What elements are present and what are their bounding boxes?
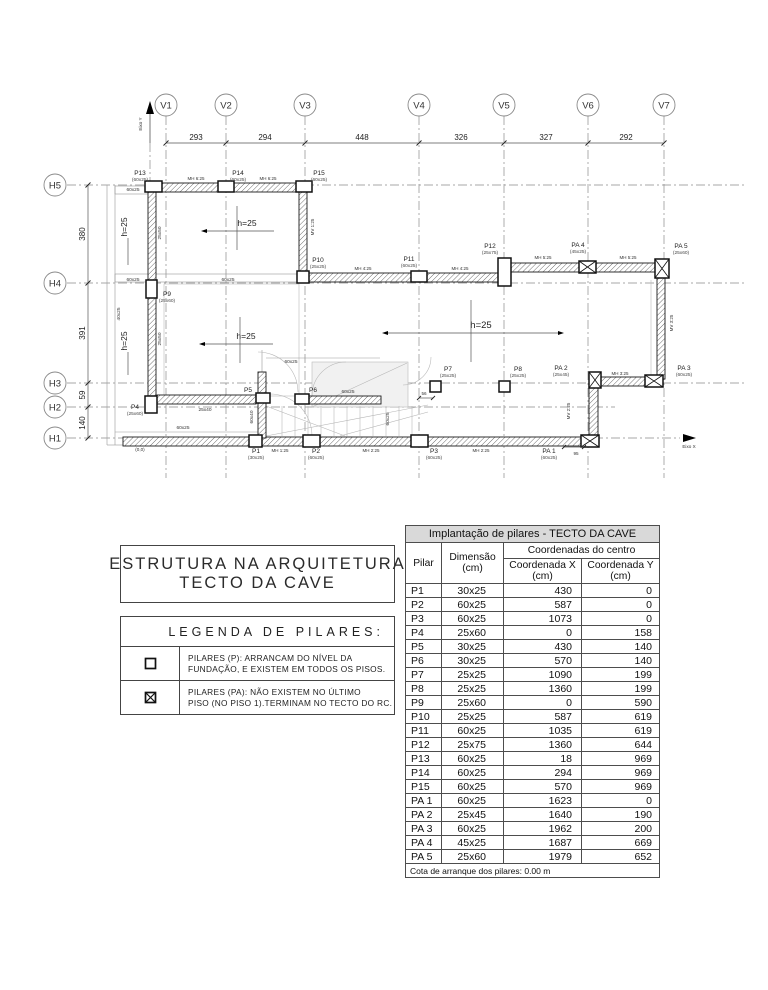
table-cell: 590 [582, 696, 660, 710]
table-cell: 199 [582, 668, 660, 682]
legend-item-p [121, 646, 394, 680]
table-cell: 25x45 [442, 808, 504, 822]
dim-p14: (60x25) [229, 178, 247, 183]
dim-pa3: (60x25) [675, 373, 693, 378]
table-row [406, 626, 660, 640]
tag-60x25-2: 60x25 [126, 278, 140, 283]
label-pa2: PA 2 [554, 365, 568, 372]
table-cell: PA 3 [406, 822, 442, 836]
table-row [406, 780, 660, 794]
label-pa5: PA 5 [674, 243, 688, 250]
table-cell: 587 [504, 598, 582, 612]
span-dim-5: 327 [539, 133, 553, 142]
table-cell: 1979 [504, 850, 582, 864]
table-cell: 0 [582, 584, 660, 598]
dim-p10: (25x25) [309, 265, 327, 270]
tag-25x40: 25x40 [198, 408, 212, 413]
table-cell: 25x60 [442, 696, 504, 710]
label-p2: P2 [312, 448, 320, 455]
pillar-block-p4 [145, 396, 157, 413]
table-cell: 969 [582, 766, 660, 780]
col-header-dimensao-label: Dimensão [449, 552, 496, 563]
table-cell: 570 [504, 654, 582, 668]
beam-mh5-b: MH 5:25 [619, 255, 637, 260]
table-cell: 25x60 [442, 850, 504, 864]
pillar-block-p12 [498, 258, 511, 286]
dim-p2: (60x25) [307, 456, 325, 461]
table-cell: 140 [582, 640, 660, 654]
height-dim-2: 391 [78, 326, 87, 340]
axis-v2: V2 [220, 100, 232, 112]
axis-v1: V1 [160, 100, 172, 112]
axis-v7: V7 [658, 100, 670, 112]
table-row [406, 850, 660, 864]
pillar-block-p7 [430, 381, 441, 392]
col-header-dimensao-unit: (cm) [462, 563, 483, 574]
table-row [406, 612, 660, 626]
table-row [406, 808, 660, 822]
beam-mh2-b: MH 2:25 [472, 448, 490, 453]
beam-mh4-b: MH 4:25 [451, 266, 469, 271]
table-row [406, 836, 660, 850]
table-cell: 0 [504, 696, 582, 710]
dim-p13: (60x25) [131, 178, 149, 183]
col-header-x [504, 559, 582, 584]
axis-v3: V3 [299, 100, 311, 112]
tag-25x50-b: 25x50 [158, 332, 163, 346]
table-row [406, 598, 660, 612]
col-header-x-label: Coordenada X [509, 560, 576, 571]
legend-p-line1: PILARES (P): ARRANCAM DO NÍVEL DA [188, 652, 353, 663]
label-p12: P12 [484, 243, 496, 250]
drawing-title-line2: TECTO DA CAVE [179, 574, 336, 592]
table-cell: 430 [504, 640, 582, 654]
beam-mh5-a: MH 5:25 [534, 255, 552, 260]
label-p14: P14 [232, 170, 244, 177]
level-note-3: h=25 [119, 331, 129, 351]
label-pa3: PA 3 [677, 365, 691, 372]
table-title-row [406, 526, 660, 543]
label-p10: P10 [312, 257, 324, 264]
table-title: Implantação de pilares - TECTO DA CAVE [406, 526, 660, 543]
axis-x-label: Eixo X [682, 444, 696, 449]
table-cell: 1360 [504, 682, 582, 696]
table-cell: 1073 [504, 612, 582, 626]
tag-40x25: 40x25 [117, 307, 122, 321]
table-cell: 60x25 [442, 766, 504, 780]
dim-pa2: (25x45) [552, 373, 570, 378]
legend-item-pa [121, 680, 394, 714]
table-cell: PA 5 [406, 850, 442, 864]
tag-60x25-3: 60x25 [221, 278, 235, 283]
pillar-block-p9 [146, 280, 157, 298]
span-dim-4: 326 [454, 133, 468, 142]
table-cell: 969 [582, 752, 660, 766]
table-cell: 1962 [504, 822, 582, 836]
table-row [406, 738, 660, 752]
tag-60x25-4: 60x25 [284, 360, 298, 365]
label-pa1: PA 1 [542, 448, 556, 455]
dim-p11: (60x25) [400, 264, 418, 269]
span-dim-1: 293 [189, 133, 203, 142]
dim-95: 95 [573, 451, 579, 456]
table-footer-row [406, 864, 660, 878]
table-cell: 1640 [504, 808, 582, 822]
table-cell: 969 [582, 780, 660, 794]
col-header-y [582, 559, 660, 584]
table-cell: P6 [406, 654, 442, 668]
legend-p-line2: FUNDAÇÃO, E EXISTEM EM TODOS OS PISOS. [188, 663, 386, 674]
pillar-block-p15 [296, 181, 312, 192]
table-footer-note: Cota de arranque dos pilares: 0.00 m [406, 864, 660, 878]
tag-60x25-7: 60x25 [386, 412, 391, 426]
table-cell: 60x25 [442, 724, 504, 738]
beam-mh3: MH 3:25 [611, 371, 629, 376]
table-cell: P13 [406, 752, 442, 766]
table-cell: 430 [504, 584, 582, 598]
table-cell: P4 [406, 626, 442, 640]
height-dim-4: 140 [78, 416, 87, 430]
beam-mv2: MV 2:25 [566, 402, 571, 420]
table-cell: PA 1 [406, 794, 442, 808]
label-p1: P1 [252, 448, 260, 455]
table-cell: P5 [406, 640, 442, 654]
axis-v4: V4 [413, 100, 425, 112]
dim-56: 56 [421, 391, 427, 396]
beam-mh6-a: MH 6:25 [187, 176, 205, 181]
tag-60x25-6: 60x25 [176, 426, 190, 431]
beam-mh6-b: MH 6:25 [259, 176, 277, 181]
legend-title: LEGENDA DE PILARES: [168, 624, 384, 639]
table-cell: 60x25 [442, 598, 504, 612]
dim-p15: (60x25) [310, 178, 328, 183]
table-cell: P14 [406, 766, 442, 780]
col-header-y-unit: (cm) [610, 571, 631, 582]
table-row [406, 668, 660, 682]
table-cell: 60x25 [442, 780, 504, 794]
dim-p7: (25x25) [439, 374, 457, 379]
group-header-coords: Coordenadas do centro [504, 543, 660, 559]
table-row [406, 696, 660, 710]
pillar-block-p8 [499, 381, 510, 392]
tag-25x50-a: 25x50 [158, 226, 163, 240]
table-cell: P7 [406, 668, 442, 682]
tag-60x25-1: 60x25 [126, 188, 140, 193]
table-cell: 1687 [504, 836, 582, 850]
beam-mh4-a: MH 4:25 [354, 266, 372, 271]
table-cell: 644 [582, 738, 660, 752]
table-cell: 0 [582, 612, 660, 626]
label-p5: P5 [244, 387, 252, 394]
axis-h4: H4 [48, 278, 62, 290]
square-icon [144, 657, 157, 670]
pillar-block-pa4 [579, 261, 596, 273]
table-cell: P10 [406, 710, 442, 724]
pillar-labels [126, 170, 696, 461]
axis-v6: V6 [582, 100, 594, 112]
axis-v5: V5 [498, 100, 510, 112]
span-dim-2: 294 [258, 133, 272, 142]
label-p8: P8 [514, 366, 522, 373]
table-cell: P12 [406, 738, 442, 752]
table-row [406, 710, 660, 724]
span-dim-6: 292 [619, 133, 633, 142]
table-cell: 1090 [504, 668, 582, 682]
table-cell: PA 4 [406, 836, 442, 850]
label-p3: P3 [430, 448, 438, 455]
table-cell: P11 [406, 724, 442, 738]
table-cell: PA 2 [406, 808, 442, 822]
pillar-block-pa3 [645, 375, 663, 387]
dim-pa1: (60x25) [540, 456, 558, 461]
label-pa4: PA 4 [571, 242, 585, 249]
table-cell: 1360 [504, 738, 582, 752]
legend-item-pa-text [180, 681, 394, 714]
pillar-table-body [406, 584, 660, 864]
table-row [406, 640, 660, 654]
label-p13: P13 [134, 170, 146, 177]
axis-h5: H5 [48, 180, 62, 192]
pillar-block-pa5 [655, 259, 669, 278]
pillar-block-p2 [303, 435, 320, 447]
label-p15: P15 [313, 170, 325, 177]
table-cell: 294 [504, 766, 582, 780]
legend-pa-line1: PILARES (PA): NÃO EXISTEM NO ÚLTIMO [188, 686, 361, 697]
pillar-block-p10 [297, 271, 309, 283]
table-cell: 25x60 [442, 626, 504, 640]
dim-p9: (25x60) [158, 299, 176, 304]
dim-pa4: (45x25) [569, 250, 587, 255]
table-cell: 669 [582, 836, 660, 850]
axis-y-label: Eixo Y [138, 117, 143, 131]
pillar-block-pa2 [589, 372, 601, 388]
table-row [406, 724, 660, 738]
level-note-2: h=25 [237, 218, 257, 228]
table-cell: 1035 [504, 724, 582, 738]
col-header-pilar: Pilar [406, 543, 442, 584]
table-cell: 652 [582, 850, 660, 864]
table-row [406, 752, 660, 766]
beam-mh2-a: MH 2:25 [362, 448, 380, 453]
table-cell: 25x25 [442, 668, 504, 682]
col-header-x-unit: (cm) [532, 571, 553, 582]
level-note-4: h=25 [236, 331, 256, 341]
table-group-header-row [406, 543, 660, 559]
pillar-block-p1 [249, 435, 262, 447]
table-cell: 0 [582, 794, 660, 808]
beam-mv3: MV 3:25 [669, 314, 674, 332]
table-cell: P9 [406, 696, 442, 710]
table-row [406, 584, 660, 598]
table-cell: 619 [582, 710, 660, 724]
dim-p1: (30x25) [247, 456, 265, 461]
label-p6: P6 [309, 387, 317, 394]
span-dim-3: 448 [355, 133, 369, 142]
height-dim-1: 380 [78, 227, 87, 241]
table-cell: 619 [582, 724, 660, 738]
table-cell: 60x25 [442, 822, 504, 836]
level-note-1: h=25 [119, 217, 129, 237]
table-cell: 18 [504, 752, 582, 766]
label-p4: P4 [131, 404, 139, 411]
level-marks [119, 206, 564, 375]
tag-60x25-5: 60x25 [341, 390, 355, 395]
table-cell: P2 [406, 598, 442, 612]
label-p7: P7 [444, 366, 452, 373]
axis-h2: H2 [48, 402, 62, 414]
table-cell: 570 [504, 780, 582, 794]
table-cell: P3 [406, 612, 442, 626]
pillar-block-p6 [295, 394, 309, 404]
dim-p12: (25x75) [481, 251, 499, 256]
pillar-table [405, 525, 660, 878]
pillar-block-p11 [411, 271, 427, 282]
legend-item-p-text [180, 647, 394, 680]
tag-60x40: 60x40 [250, 410, 255, 424]
height-dim-3: 59 [78, 390, 87, 400]
pillar-legend [120, 616, 395, 715]
table-row [406, 766, 660, 780]
table-cell: 0 [504, 626, 582, 640]
dim-p3: (60x25) [425, 456, 443, 461]
table-cell: 30x25 [442, 640, 504, 654]
pillar-p-symbol [121, 647, 180, 680]
table-cell: 158 [582, 626, 660, 640]
pillar-block-pa1 [581, 435, 599, 447]
dim-p8: (25x25) [509, 374, 527, 379]
axis-h3: H3 [48, 378, 62, 390]
dim-pa5: (25x60) [672, 251, 690, 256]
level-note-5: h=25 [470, 320, 492, 331]
table-cell: 190 [582, 808, 660, 822]
col-header-y-label: Coordenada Y [587, 560, 654, 571]
table-cell: P1 [406, 584, 442, 598]
pillar-pa-symbol [121, 681, 180, 714]
table-row [406, 822, 660, 836]
table-cell: P15 [406, 780, 442, 794]
table-cell: 45x25 [442, 836, 504, 850]
table-cell: 60x25 [442, 752, 504, 766]
table-cell: 25x25 [442, 682, 504, 696]
title-block [109, 545, 406, 603]
pillar-block-p5 [256, 393, 270, 403]
legend-pa-line2: PISO (NO PISO 1).TERMINAM NO TECTO DO RC. [188, 697, 393, 708]
table-row [406, 654, 660, 668]
table-cell: 60x25 [442, 794, 504, 808]
table-cell: 587 [504, 710, 582, 724]
table-row [406, 794, 660, 808]
table-cell: 60x25 [442, 612, 504, 626]
drawing-title-line1: ESTRUTURA NA ARQUITETURA [109, 555, 406, 573]
dim-p4: (25x60) [126, 412, 144, 417]
table-row [406, 682, 660, 696]
table-cell: 25x25 [442, 710, 504, 724]
beam-mh1: MH 1:25 [271, 448, 289, 453]
pillar-block-p3 [411, 435, 428, 447]
table-cell: 25x75 [442, 738, 504, 752]
col-header-dimensao [442, 543, 504, 584]
label-p9: P9 [163, 291, 171, 298]
label-p11: P11 [403, 256, 415, 263]
axis-h1: H1 [48, 433, 62, 445]
beam-mv1: MV 1:25 [310, 218, 315, 236]
table-cell: 140 [582, 654, 660, 668]
table-cell: 0 [582, 598, 660, 612]
table-cell: P8 [406, 682, 442, 696]
table-cell: 30x25 [442, 654, 504, 668]
origin-label: (0,0) [135, 447, 145, 452]
table-cell: 1623 [504, 794, 582, 808]
crossed-square-icon [144, 691, 157, 704]
table-cell: 199 [582, 682, 660, 696]
table-cell: 30x25 [442, 584, 504, 598]
table-cell: 200 [582, 822, 660, 836]
